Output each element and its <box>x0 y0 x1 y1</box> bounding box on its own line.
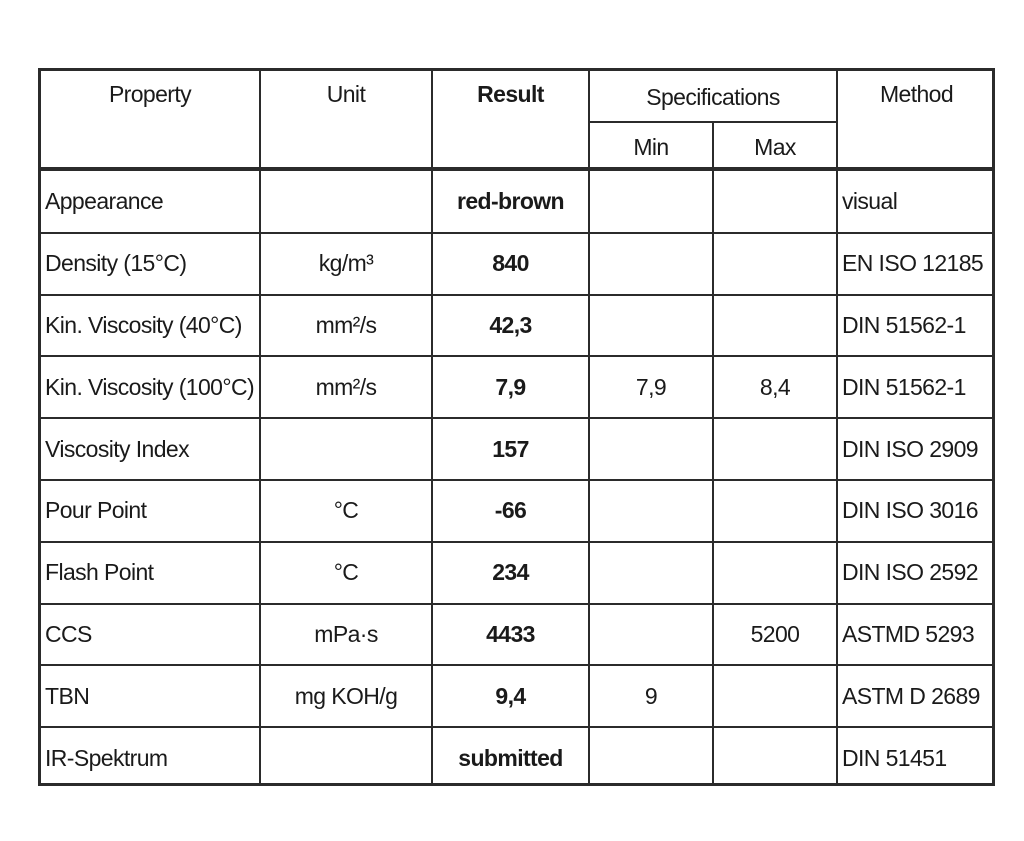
cell-min <box>590 480 712 542</box>
cell-property: Pour Point <box>45 497 147 524</box>
cell-max <box>714 480 836 542</box>
cell-result: 4433 <box>486 620 535 647</box>
cell-result: -66 <box>494 497 527 524</box>
row-divider <box>41 355 992 357</box>
row-divider <box>41 664 992 666</box>
header-min: Min <box>633 133 669 160</box>
cell-unit: mg KOH/g <box>294 682 398 709</box>
cell-property: TBN <box>45 682 90 709</box>
cell-property: Kin. Viscosity (100°C) <box>45 373 255 400</box>
cell-min <box>590 418 712 480</box>
header-property: Property <box>108 81 192 107</box>
cell-result: 157 <box>492 435 529 462</box>
cell-property: Kin. Viscosity (40°C) <box>45 311 242 338</box>
cell-property: Density (15°C) <box>45 250 187 277</box>
cell-unit: °C <box>333 559 359 586</box>
cell-result: 9,4 <box>495 682 526 709</box>
cell-max <box>714 418 836 480</box>
cell-max <box>714 542 836 604</box>
header-max: Max <box>754 133 796 160</box>
row-divider <box>41 417 992 419</box>
cell-max <box>714 295 836 357</box>
cell-max <box>714 727 836 789</box>
cell-method: ASTM D 2689 <box>842 682 980 709</box>
cell-max: 8,4 <box>759 373 791 400</box>
cell-unit <box>261 418 431 480</box>
cell-result: 840 <box>492 250 529 277</box>
row-divider <box>41 232 992 234</box>
cell-result: red-brown <box>456 188 565 215</box>
cell-method: DIN ISO 2592 <box>842 559 978 586</box>
cell-result: 234 <box>492 559 529 586</box>
cell-max <box>714 171 836 233</box>
spec-table <box>38 68 995 786</box>
cell-unit: mPa·s <box>314 620 378 647</box>
cell-result: 42,3 <box>489 311 532 338</box>
cell-min: 9 <box>644 682 658 709</box>
row-divider <box>41 541 992 543</box>
header-method: Method <box>879 81 954 107</box>
cell-unit: °C <box>333 497 359 524</box>
cell-property: CCS <box>45 620 92 647</box>
header-unit: Unit <box>326 81 366 107</box>
cell-unit <box>261 727 431 789</box>
cell-method: DIN ISO 2909 <box>842 435 978 462</box>
header-result: Result <box>477 81 544 107</box>
cell-unit: mm²/s <box>315 311 377 338</box>
row-divider <box>41 726 992 728</box>
cell-min <box>590 727 712 789</box>
cell-method: EN ISO 12185 <box>842 250 984 277</box>
row-divider <box>41 603 992 605</box>
row-divider <box>41 294 992 296</box>
cell-method: visual <box>842 188 898 215</box>
cell-property: Appearance <box>45 188 164 215</box>
cell-unit: kg/m³ <box>318 250 374 277</box>
cell-min <box>590 233 712 295</box>
cell-unit: mm²/s <box>315 373 377 400</box>
cell-property: Flash Point <box>45 559 154 586</box>
header-specifications: Specifications <box>646 83 780 110</box>
cell-property: Viscosity Index <box>45 435 189 462</box>
cell-method: DIN 51451 <box>842 744 947 771</box>
cell-method: ASTMD 5293 <box>842 620 975 647</box>
cell-method: DIN 51562-1 <box>842 311 966 338</box>
cell-max <box>714 233 836 295</box>
spec-subheader-divider <box>588 121 838 123</box>
cell-max <box>714 665 836 727</box>
cell-min <box>590 542 712 604</box>
cell-max: 5200 <box>750 620 800 647</box>
cell-min <box>590 604 712 666</box>
cell-min: 7,9 <box>635 373 667 400</box>
cell-unit <box>261 171 431 233</box>
cell-property: IR-Spektrum <box>45 744 168 771</box>
cell-method: DIN 51562-1 <box>842 373 966 400</box>
cell-result: 7,9 <box>495 373 526 400</box>
row-divider <box>41 479 992 481</box>
cell-min <box>590 295 712 357</box>
cell-method: DIN ISO 3016 <box>842 497 978 524</box>
cell-result: submitted <box>458 744 563 771</box>
cell-min <box>590 171 712 233</box>
